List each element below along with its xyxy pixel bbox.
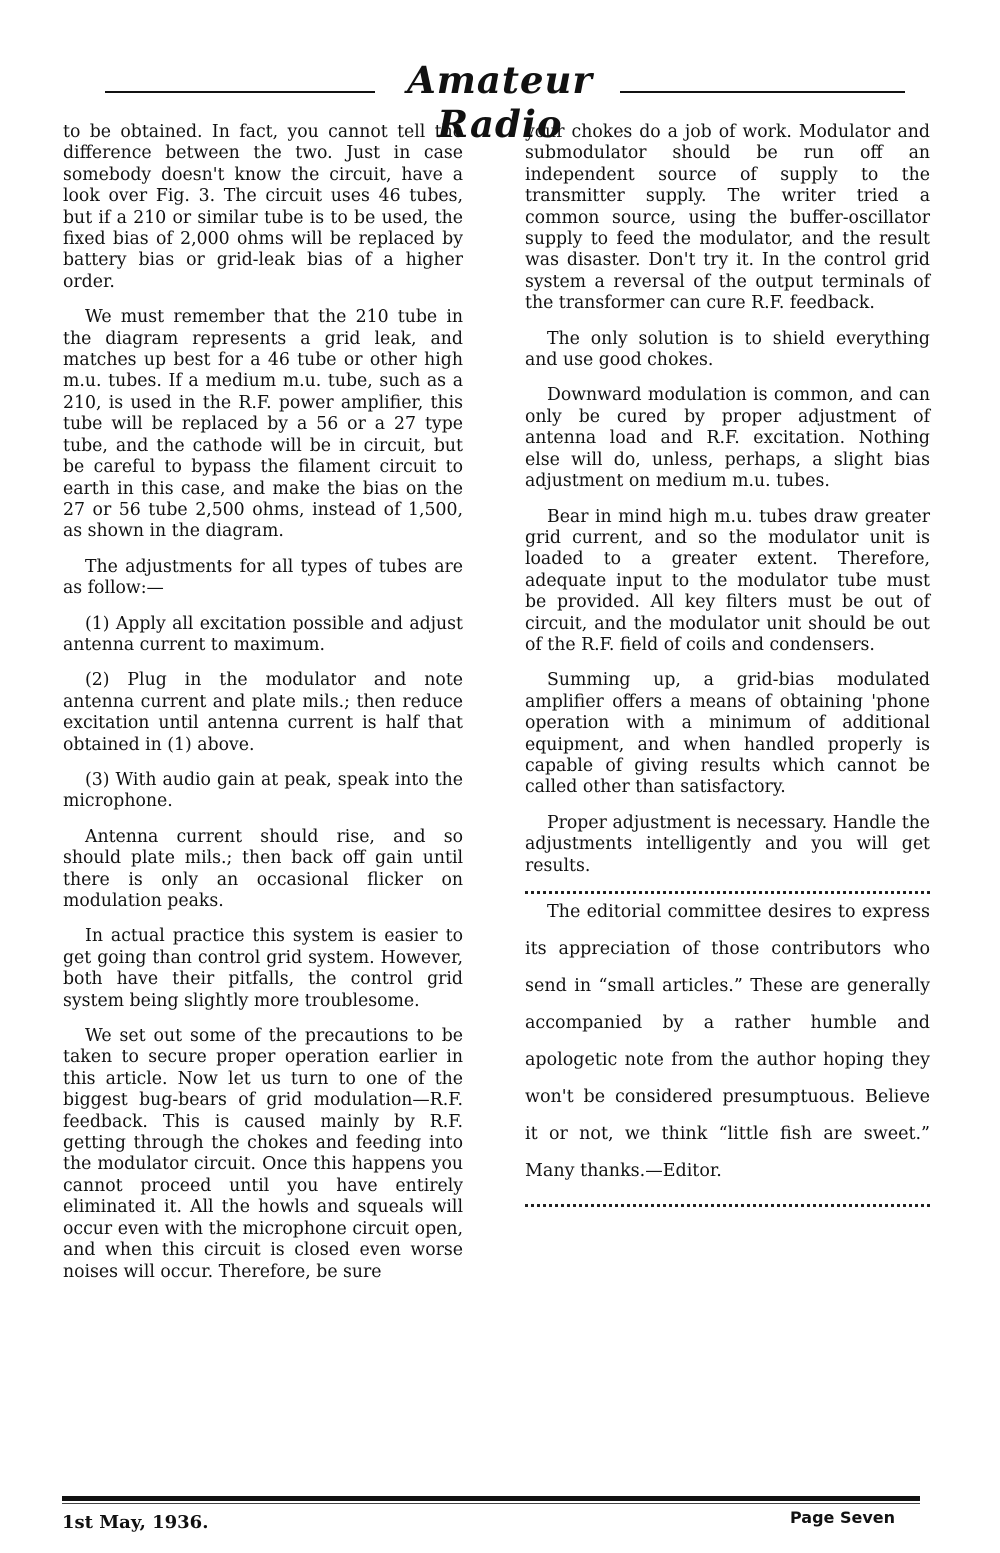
paragraph: (2) Plug in the modulator and note antenna current and plate mils.; then reduce excitation until antenna current is half that obtained in (1) above.: [63, 670, 463, 755]
paragraph: We set out some of the precautions to be taken to secure proper operation earlier in this article. Now let us turn to one of the biggest bug-bears of grid modulation—R.F. feedback. This is caused mainly by R.F. getting through the chokes and feeding into the modulator circuit. Once this happens you cannot proceed until you have entirely eliminated it. All the howls and squeals will occur even with the microphone circuit open, and when this circuit is closed even worse noises will occur. Therefore, be sure: [63, 1026, 463, 1282]
paragraph: Antenna current should rise, and so should plate mils.; then back off gain until there is only an occasional flicker on modulation peaks.: [63, 826, 463, 911]
page-number: Page Seven: [790, 1508, 896, 1527]
masthead-rule-left: [105, 91, 375, 93]
editorial-note: The editorial committee desires to express its appreciation of those contributors who send in “small articles.” These are generally accompanied by a rather humble and apologetic note from the author hoping they won't be considered presumptuous. Believe it or not, we think “little fish are sweet.” Many thanks.—Editor.: [525, 902, 930, 1181]
masthead-rule-right: [620, 91, 905, 93]
right-column: [525, 122, 930, 1207]
paragraph: Proper adjustment is necessary. Handle the adjustments intelligently and you will get results.: [525, 812, 930, 876]
paragraph: (3) With audio gain at peak, speak into the microphone.: [63, 769, 463, 812]
paragraph: Summing up, a grid-bias modulated amplifier offers a means of obtaining 'phone operation with a minimum of additional equipment, and when handled properly is capable of giving results which cannot be called other than satisfactory.: [525, 670, 930, 798]
paragraph: The only solution is to shield everything and use good chokes.: [525, 328, 930, 371]
paragraph: The adjustments for all types of tubes are as follow:—: [63, 556, 463, 599]
paragraph: to be obtained. In fact, you cannot tell the difference between the two. Just in case somebody doesn't know the circuit, have a look over Fig. 3. The circuit uses 46 tubes, but if a 210 or similar tube is to be used, the fixed bias of 2,000 ohms will be replaced by battery bias or grid-leak bias of a higher order.: [63, 122, 463, 292]
left-column: [63, 122, 463, 1297]
masthead: [105, 58, 905, 146]
paragraph: (1) Apply all excitation possible and adjust antenna current to maximum.: [63, 613, 463, 655]
paragraph: Bear in mind high m.u. tubes draw greater grid current, and so the modulator unit is loaded to a greater extent. Therefore, adequate input to the modulator tube must be provided. All key filters must be out of circuit, and the modulator unit should be out of the R.F. field of coils and condensers.: [525, 506, 930, 655]
dotted-separator: [525, 1204, 930, 1207]
paragraph: We must remember that the 210 tube in the diagram represents a grid leak, and matches up best for a 46 tube or other high m.u. tubes. If a medium m.u. tube, such as a 210, is used in the R.F. power amplifier, this tube will be replaced by a 56 or a 27 type tube, and the cathode will be in circuit, but be careful to bypass the filament circuit to earth in this case, and make the bias on the 27 or 56 tube 2,500 ohms, instead of 1,500, as shown in the diagram.: [63, 307, 463, 542]
footer-rule-thin: [62, 1503, 920, 1504]
paragraph: Downward modulation is common, and can only be cured by proper adjustment of antenna load and R.F. excitation. Nothing else will do, unless, perhaps, a slight bias adjustment on medium m.u. tubes.: [525, 385, 930, 492]
paragraph: your chokes do a job of work. Modulator and submodulator should be run off an independent source of supply to the transmitter supply. The writer tried a common source, using the buffer-oscillator supply to feed the modulator, and the result was disaster. Don't try it. In the control grid system a reversal of the output terminals of the transformer can cure R.F. feedback.: [525, 122, 930, 314]
footer-rule: [62, 1496, 920, 1501]
paragraph: In actual practice this system is easier to get going than control grid system. However, both have their pitfalls, the control grid system being slightly more troublesome.: [63, 926, 463, 1011]
masthead-title: Amateur Radio: [407, 58, 593, 146]
issue-date: 1st May, 1936.: [62, 1512, 209, 1533]
